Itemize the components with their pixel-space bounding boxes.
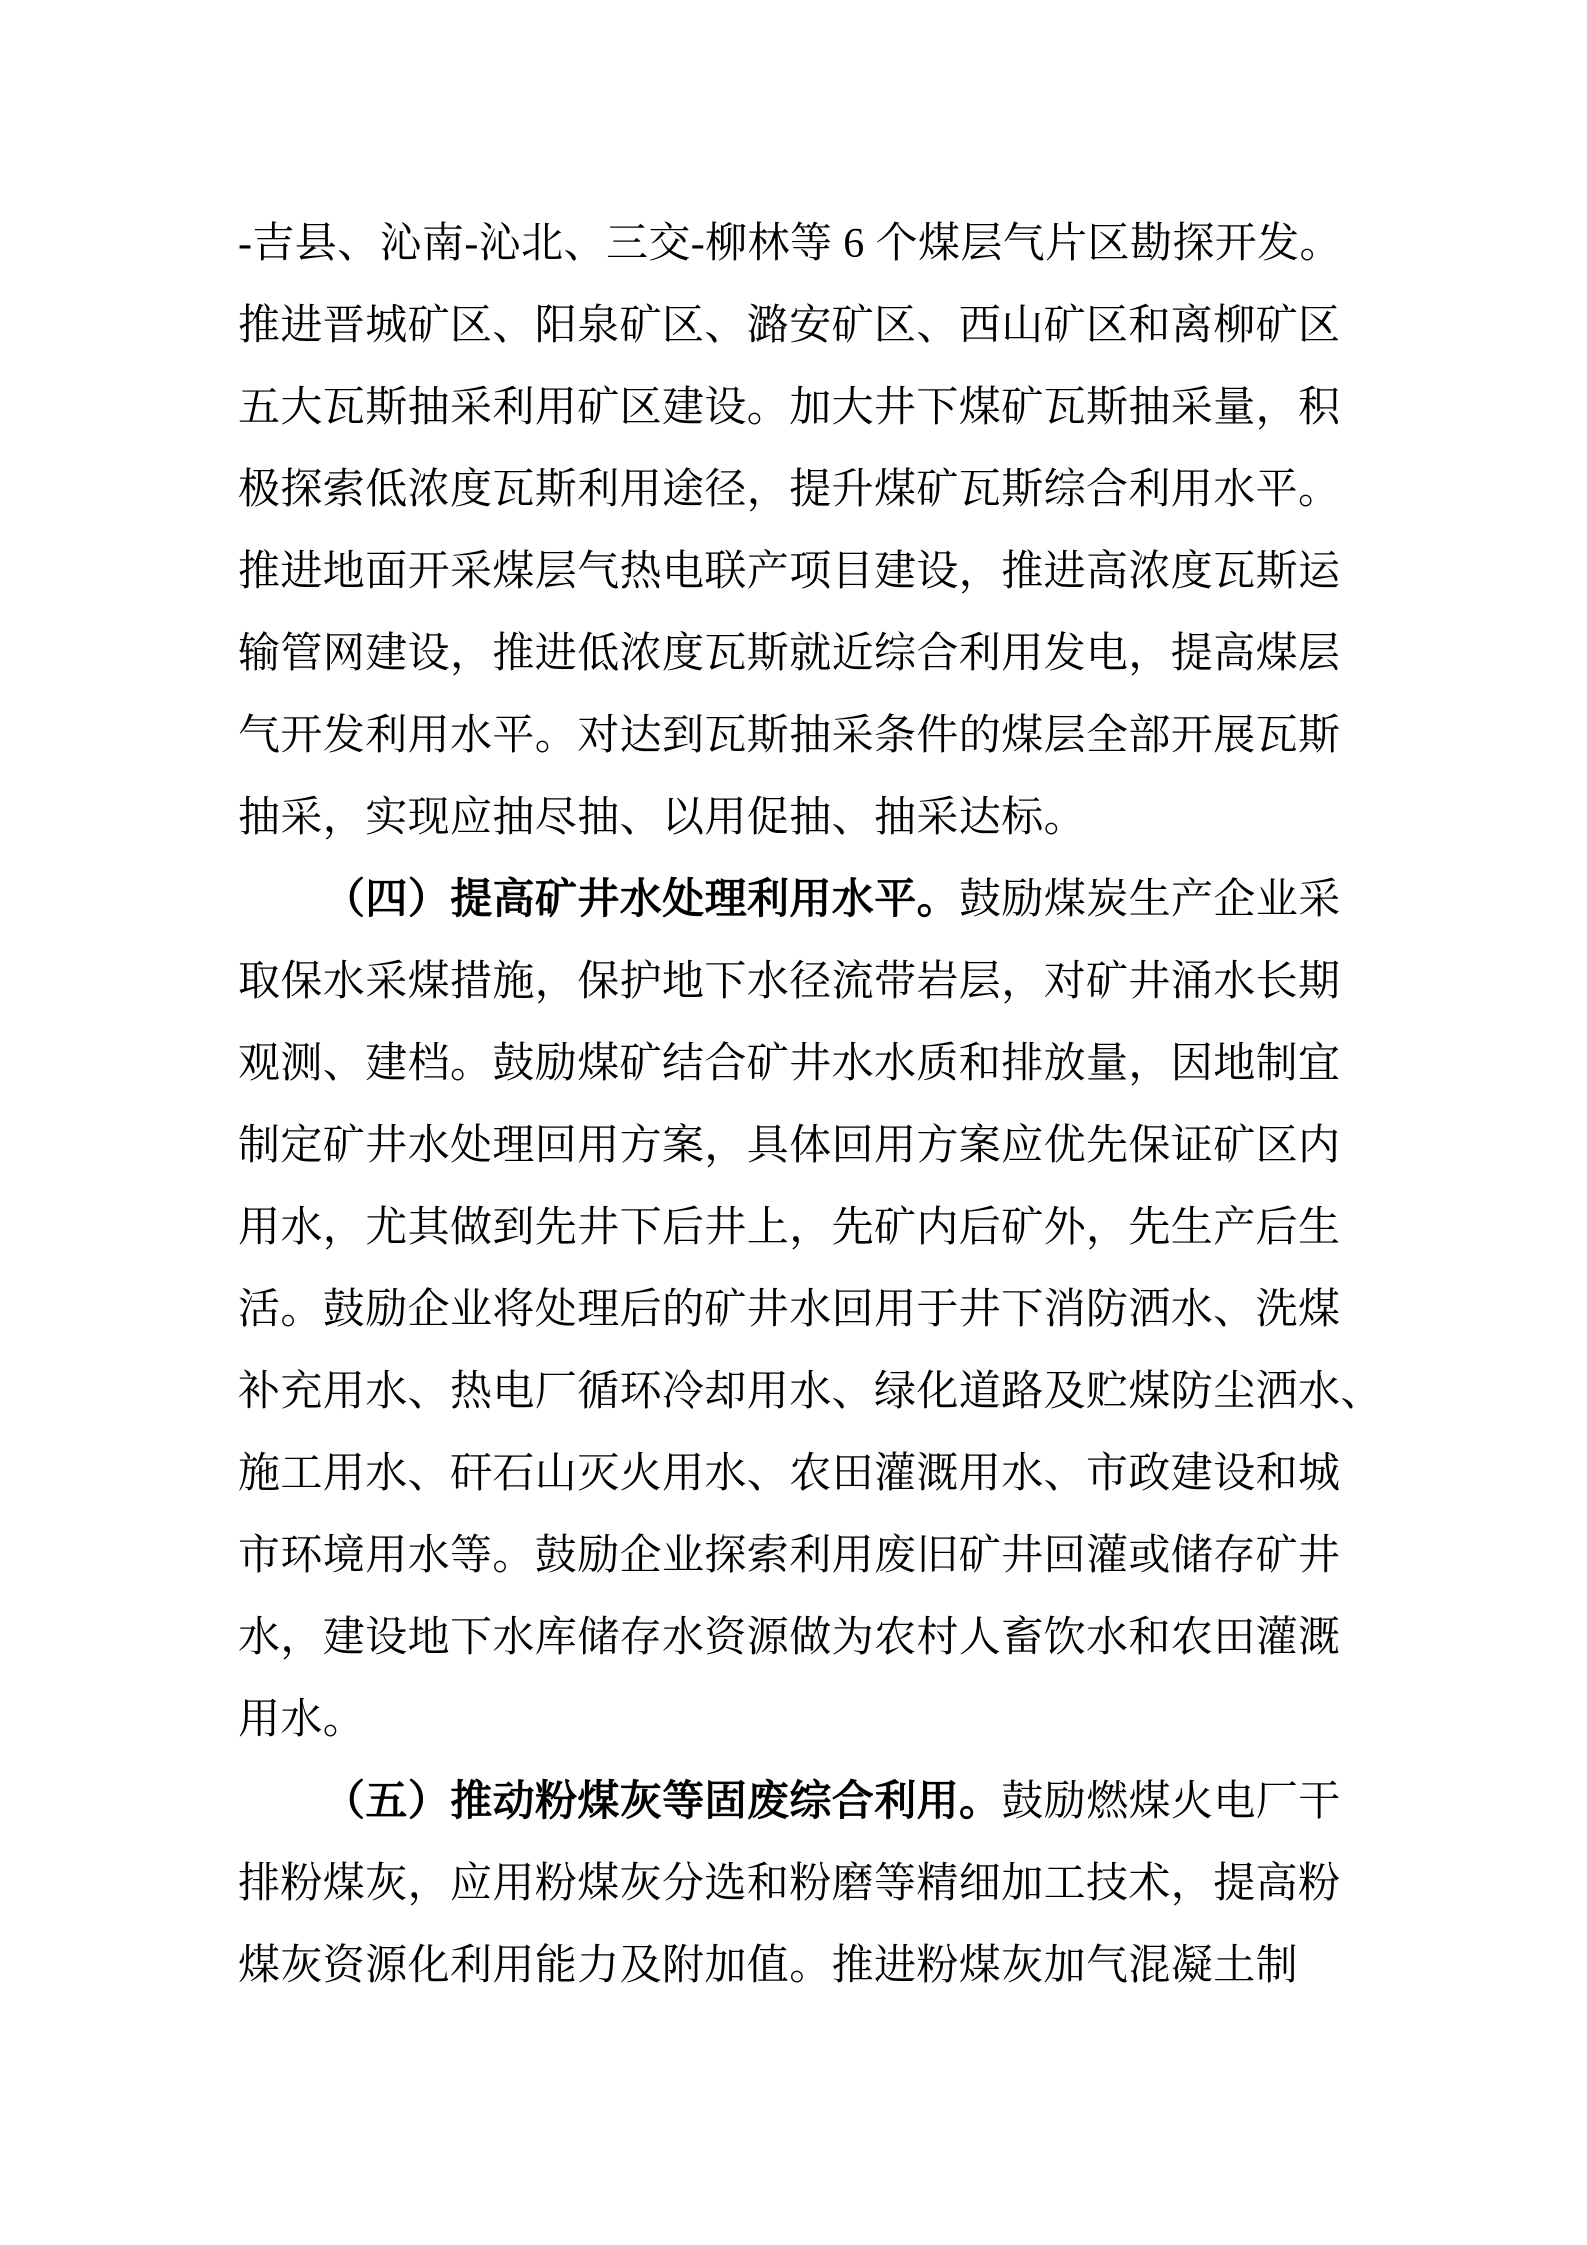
- body-text: 补充用水、热电厂循环冷却用水、绿化道路及贮煤防尘洒水、: [238, 1369, 1383, 1415]
- body-text: 水，建设地下水库储存水资源做为农村人畜饮水和农田灌溉: [238, 1615, 1341, 1661]
- body-text: 五大瓦斯抽采利用矿区建设。加大井下煤矿瓦斯抽采量，积: [238, 385, 1341, 431]
- text-line: [238, 1105, 1348, 1187]
- body-text: 用水。: [238, 1697, 366, 1743]
- text-line: [238, 1925, 1348, 2007]
- text-line: [238, 1679, 1348, 1761]
- text-line: [238, 1843, 1348, 1925]
- text-line: [238, 1515, 1348, 1597]
- text-line: [238, 1433, 1348, 1515]
- text-line: [238, 531, 1348, 613]
- text-line: [238, 285, 1348, 367]
- section-heading: （五）推动粉煤灰等固废综合利用。: [323, 1779, 1002, 1825]
- text-line: [238, 1023, 1348, 1105]
- text-line: [238, 1187, 1348, 1269]
- text-line: [238, 1597, 1348, 1679]
- body-text: -吉县、沁南-沁北、三交-柳林等 6 个煤层气片区勘探开发。: [238, 221, 1342, 267]
- body-text: 气开发利用水平。对达到瓦斯抽采条件的煤层全部开展瓦斯: [238, 713, 1341, 759]
- text-line: [238, 449, 1348, 531]
- body-text: 推进晋城矿区、阳泉矿区、潞安矿区、西山矿区和离柳矿区: [238, 303, 1341, 349]
- text-line: [238, 941, 1348, 1023]
- body-text: 市环境用水等。鼓励企业探索利用废旧矿井回灌或储存矿井: [238, 1533, 1341, 1579]
- section-heading: （四）提高矿井水处理利用水平。: [323, 877, 960, 923]
- body-text: 施工用水、矸石山灭火用水、农田灌溉用水、市政建设和城: [238, 1451, 1341, 1497]
- body-text: 用水，尤其做到先井下后井上，先矿内后矿外，先生产后生: [238, 1205, 1341, 1251]
- text-line: [238, 777, 1348, 859]
- text-line: [238, 859, 1348, 941]
- body-text: 抽采，实现应抽尽抽、以用促抽、抽采达标。: [238, 795, 1087, 841]
- text-line: [238, 1351, 1383, 1433]
- text-line: [238, 613, 1348, 695]
- body-text: 鼓励燃煤火电厂干: [1001, 1779, 1341, 1825]
- body-text: 活。鼓励企业将处理后的矿井水回用于井下消防洒水、洗煤: [238, 1287, 1341, 1333]
- body-text: 制定矿井水处理回用方案，具体回用方案应优先保证矿区内: [238, 1123, 1341, 1169]
- body-text: 推进地面开采煤层气热电联产项目建设，推进高浓度瓦斯运: [238, 549, 1341, 595]
- body-text: 排粉煤灰，应用粉煤灰分选和粉磨等精细加工技术，提高粉: [238, 1861, 1341, 1907]
- text-line: [238, 1269, 1348, 1351]
- body-text: 极探索低浓度瓦斯利用途径，提升煤矿瓦斯综合利用水平。: [238, 467, 1341, 513]
- text-line: [238, 695, 1348, 777]
- body-text: 煤灰资源化利用能力及附加值。推进粉煤灰加气混凝土制: [238, 1943, 1299, 1989]
- document-text-block: [238, 203, 1383, 2007]
- body-text: 鼓励煤炭生产企业采: [959, 877, 1341, 923]
- body-text: 观测、建档。鼓励煤矿结合矿井水水质和排放量，因地制宜: [238, 1041, 1341, 1087]
- text-line: [238, 1761, 1348, 1843]
- body-text: 取保水采煤措施，保护地下水径流带岩层，对矿井涌水长期: [238, 959, 1341, 1005]
- text-line: [238, 203, 1348, 285]
- text-line: [238, 367, 1348, 449]
- body-text: 输管网建设，推进低浓度瓦斯就近综合利用发电，提高煤层: [238, 631, 1341, 677]
